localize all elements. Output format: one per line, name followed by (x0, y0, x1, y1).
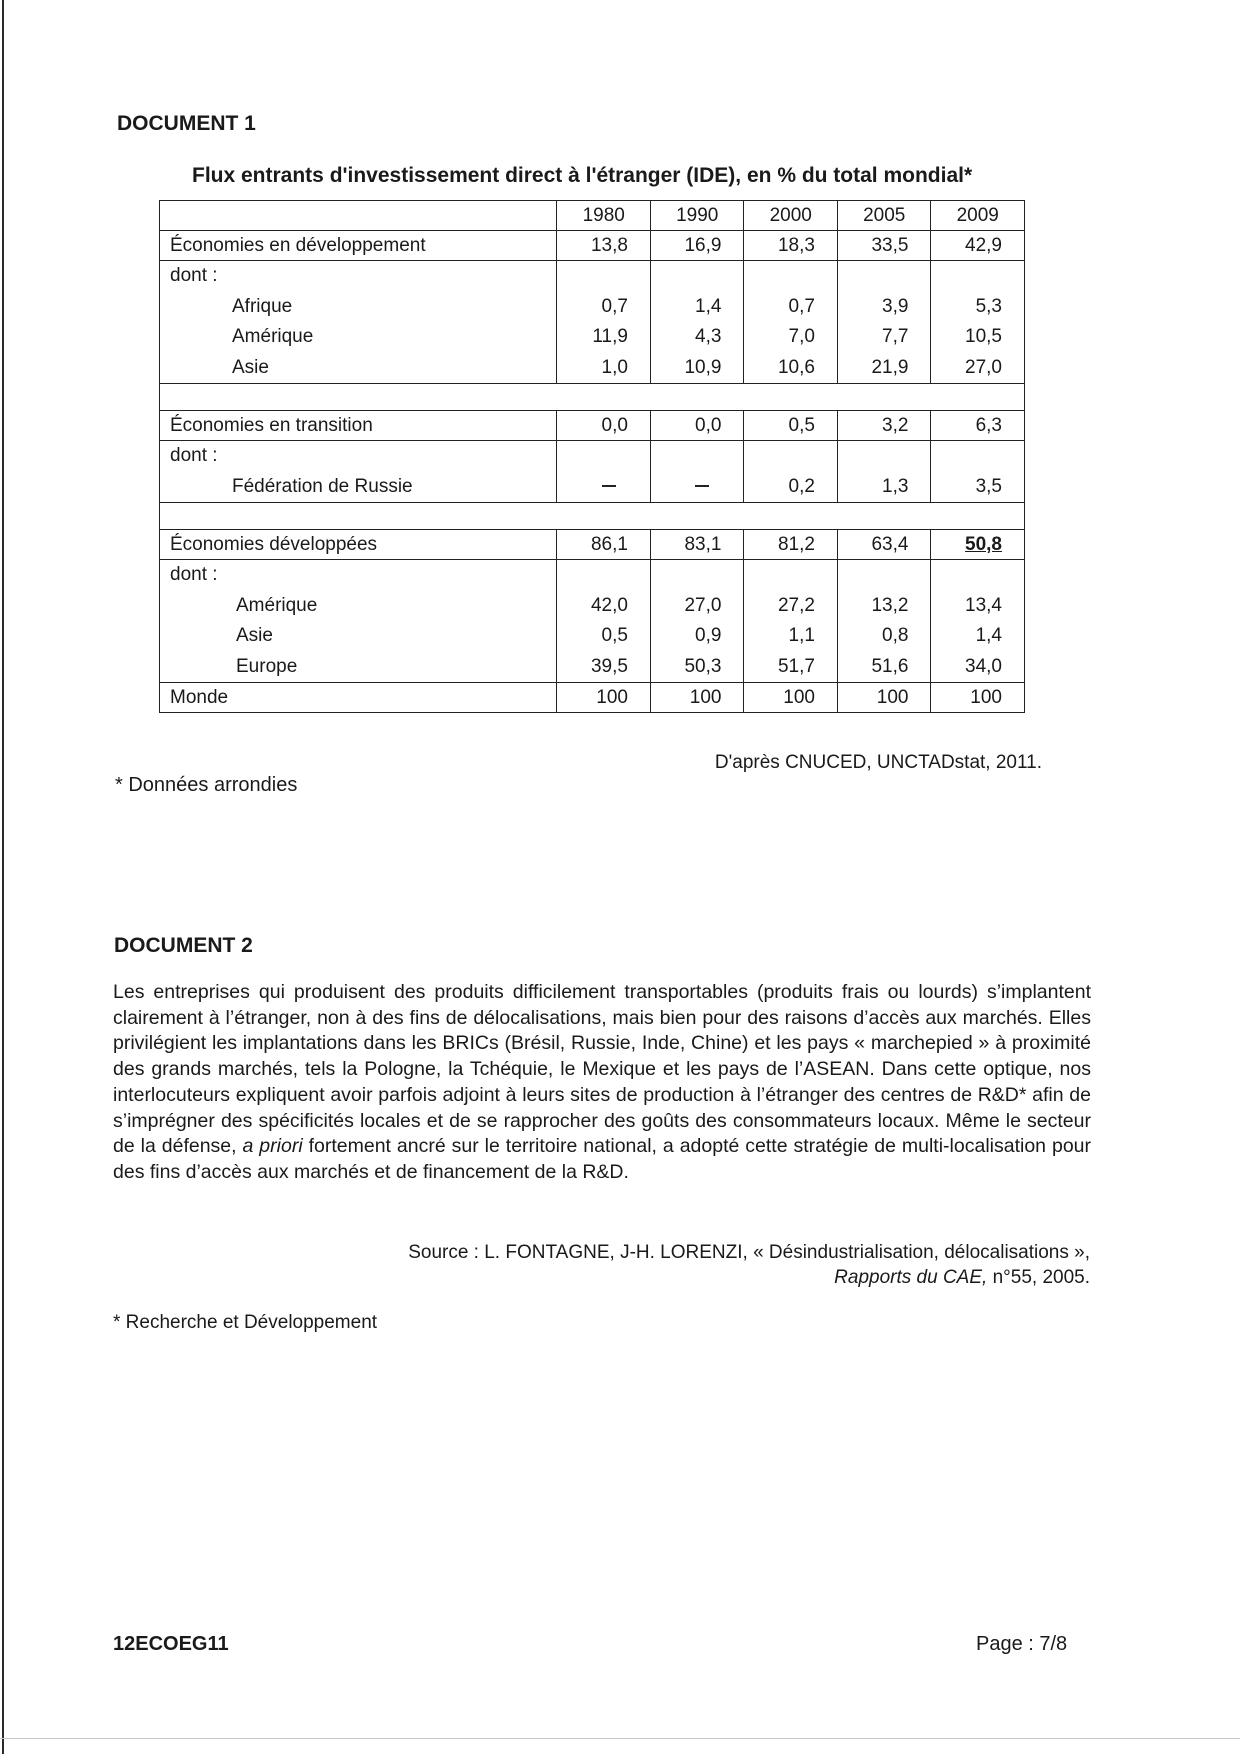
table-cell: 27,2 (777, 594, 815, 616)
row-label: Économies développées (160, 530, 557, 560)
table-cell: 3,2 (837, 411, 931, 441)
table-cell: 0,8 (882, 625, 909, 646)
table-cell: 3,5 (975, 475, 1002, 497)
row-label: Amérique (236, 594, 318, 616)
group-col (931, 441, 1025, 503)
table-cell: 100 (650, 683, 744, 713)
source-italic: Rapports du CAE, (834, 1267, 988, 1288)
table-cell: 33,5 (837, 231, 931, 261)
row-label: Asie (236, 625, 273, 646)
year-header: 1990 (650, 201, 744, 231)
group-col (931, 261, 1025, 384)
header-empty-cell (160, 201, 557, 231)
doc2-source (300, 1240, 1090, 1290)
table-cell: 27,0 (684, 594, 722, 616)
year-header: 2000 (744, 201, 838, 231)
source-line: Source : L. FONTAGNE, J-H. LORENZI, « Désindustrialisation, délocalisations », (408, 1242, 1090, 1263)
table-cell: 13,4 (965, 594, 1002, 616)
table-cell: 63,4 (837, 530, 931, 560)
table-row (160, 411, 1025, 441)
table-row (160, 530, 1025, 560)
table-cell: 100 (557, 683, 651, 713)
footer-page-number: Page : 7/8 (976, 1633, 1068, 1655)
row-label: Afrique (232, 295, 293, 317)
table-cell: 51,7 (777, 655, 815, 677)
table-cell: 0,5 (601, 625, 628, 646)
row-label: Fédération de Russie (232, 475, 413, 497)
row-label: Europe (236, 655, 298, 677)
group-col (744, 441, 838, 503)
doc1-source: D'après CNUCED, UNCTADstat, 2011. (714, 752, 1042, 773)
group-col (557, 441, 651, 503)
table-cell: 10,5 (965, 326, 1002, 347)
doc1-note: * Données arrondies (115, 774, 298, 796)
table-cell: 42,0 (590, 594, 628, 616)
scan-left-edge (2, 0, 4, 1754)
table-cell: 1,4 (975, 625, 1002, 646)
table-cell: 21,9 (871, 356, 909, 378)
table-cell: 81,2 (744, 530, 838, 560)
ide-table (159, 200, 1025, 713)
dont-label: dont : (170, 445, 218, 466)
table-cell: 42,9 (931, 231, 1025, 261)
table-header-row (160, 201, 1025, 231)
doc1-heading: DOCUMENT 1 (117, 112, 256, 135)
table-row-group (160, 261, 1025, 384)
table-cell: 3,9 (882, 295, 909, 317)
doc2-paragraph (113, 980, 1091, 1186)
scan-bottom-edge (0, 1738, 1240, 1739)
table-cell: 10,9 (684, 356, 722, 378)
table-cell: 18,3 (744, 231, 838, 261)
table-cell: 5,3 (975, 295, 1002, 317)
table-cell: 100 (837, 683, 931, 713)
table-cell: 7,7 (882, 326, 909, 347)
table-cell: 39,5 (590, 655, 628, 677)
dont-label: dont : (170, 265, 218, 286)
doc2-heading: DOCUMENT 2 (114, 934, 253, 957)
table-title: Flux entrants d'investissement direct à l'étranger (IDE), en % du total mondial* (192, 164, 973, 187)
table-cell: 0,0 (557, 411, 651, 441)
highlighted-cell: 50,8 (931, 530, 1025, 560)
table-spacer-row (160, 384, 1025, 411)
table-cell: 1,4 (695, 295, 722, 317)
table-cell: 0,7 (601, 295, 628, 317)
group-col (650, 560, 744, 683)
row-label: Monde (160, 683, 557, 713)
table-cell: 0,7 (788, 295, 815, 317)
dont-label: dont : (170, 564, 218, 585)
table-cell: 6,3 (931, 411, 1025, 441)
group-labels (160, 560, 557, 683)
table-cell: 0,5 (744, 411, 838, 441)
table-cell: 0,2 (788, 475, 815, 497)
group-col (744, 261, 838, 384)
table-cell: 27,0 (965, 356, 1002, 378)
table-cell: 16,9 (650, 231, 744, 261)
table-cell: 13,2 (871, 594, 909, 616)
table-cell: 51,6 (871, 655, 909, 677)
table-row (160, 683, 1025, 713)
group-col (744, 560, 838, 683)
group-col (557, 261, 651, 384)
group-labels (160, 261, 557, 384)
row-label: Économies en transition (160, 411, 557, 441)
table-cell: 1,1 (788, 625, 815, 646)
table-cell: 34,0 (965, 655, 1002, 677)
group-labels (160, 441, 557, 503)
no-data-dash (661, 472, 722, 503)
table-cell: 0,9 (695, 625, 722, 646)
group-col (650, 441, 744, 503)
group-col (837, 441, 931, 503)
row-label: Économies en développement (160, 231, 557, 261)
group-col (650, 261, 744, 384)
table-row-group (160, 560, 1025, 683)
year-header: 2005 (837, 201, 931, 231)
table-cell: 13,8 (557, 231, 651, 261)
group-col (837, 261, 931, 384)
table-cell: 1,3 (882, 475, 909, 497)
table-cell: 7,0 (788, 326, 815, 347)
table-cell: 86,1 (557, 530, 651, 560)
group-col (931, 560, 1025, 683)
table-row-group (160, 441, 1025, 503)
table-cell: 11,9 (592, 326, 628, 347)
table-cell: 100 (744, 683, 838, 713)
year-header: 1980 (557, 201, 651, 231)
table-cell: 50,3 (684, 655, 722, 677)
table-cell: 0,0 (650, 411, 744, 441)
table-cell: 100 (931, 683, 1025, 713)
source-rest: n°55, 2005. (987, 1267, 1090, 1288)
table-cell: 83,1 (650, 530, 744, 560)
source-line (300, 1265, 1090, 1290)
year-header: 2009 (931, 201, 1025, 231)
table-cell: 1,0 (601, 356, 628, 378)
row-label: Amérique (232, 326, 314, 347)
no-data-dash (567, 472, 628, 503)
table-spacer-row (160, 503, 1025, 530)
paragraph-text: fortement ancré sur le territoire national, a adopté cette stratégie de multi-localisation pour des fins d’accès aux marchés et de financement de la R&D. (113, 1135, 1091, 1183)
doc2-note: * Recherche et Développement (113, 1312, 378, 1333)
table-cell: 4,3 (695, 326, 722, 347)
row-label: Asie (232, 356, 269, 378)
paragraph-text: Les entreprises qui produisent des produits difficilement transportables (produits frais ou lourds) s’implantent clairement à l’étranger, non à des fins de délocalisations, mais bien pour des raisons d’accès aux marchés. Elles privilégient les implantations dans les BRICs (Brésil, Russie, Inde, Chine) et les pays « marchepied » à proximité des grands marchés, tels la Pologne, la Tchéquie, le Mexique et les pays de l’ASEAN. Dans cette optique, nos interlocuteurs expliquent avoir parfois adjoint à leurs sites de production à l’étranger des centres de R&D* afin de s’imprégner des spécificités locales et de se rapprocher des goûts des consommateurs locaux. Même le secteur de la défense, (113, 981, 1091, 1158)
group-col (557, 560, 651, 683)
group-col (837, 560, 931, 683)
footer-code: 12ECOEG11 (113, 1633, 229, 1655)
table-row (160, 231, 1025, 261)
table-cell: 10,6 (777, 356, 815, 378)
paragraph-italic: a priori (242, 1135, 303, 1158)
